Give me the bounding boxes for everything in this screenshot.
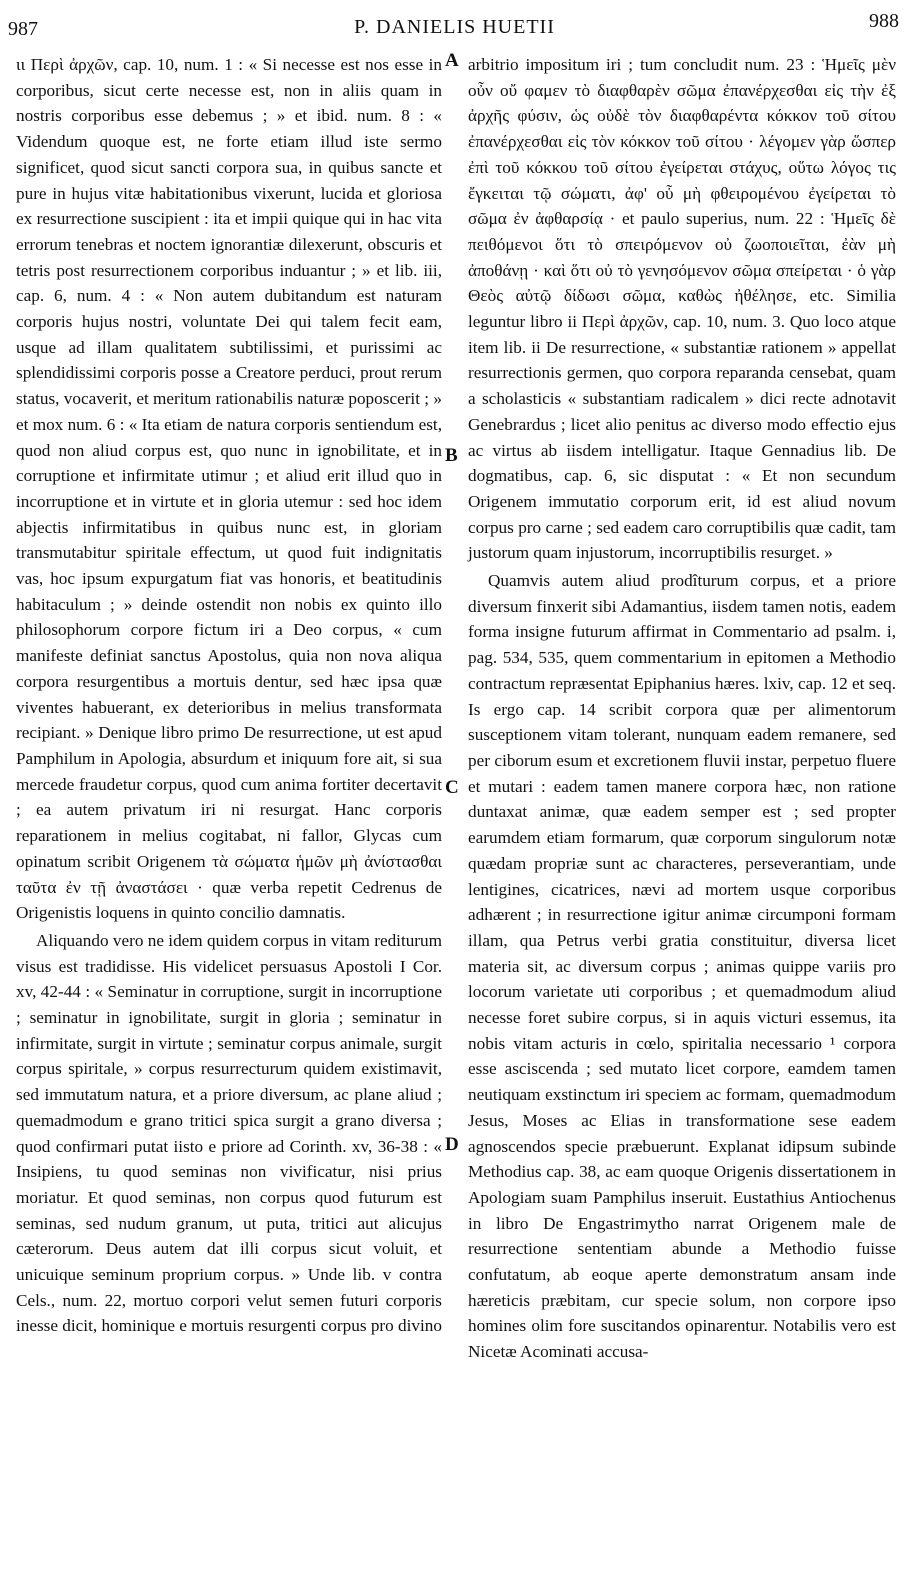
left-paragraph-2: Aliquando vero ne idem quidem corpus in vitam rediturum visus est tradidisse. His videlicet persuasus Apostoli I Cor. xv, 42-44 : « Seminatur in corruptione, surgit in incorruptione ; seminatur in ignobilitate, surgit in gloria ; seminatur in infirmitate, surgit in virtute ; seminatur corpus animale, surgit corpus spiritale, » corpus resurrecturum quidem existimavit, sed immutatum natura, et a priore diversum, ac plane aliud ; quemadmodum e grano tritici spica surgit a grano diversa ; quod confirmari putat iisto e priore ad Corinth. xv, 36-38 : « Insipiens, tu quod seminas non vivificatur, nisi prius moriatur. Et quod seminas, non corpus quod futurum est seminas, sed nudum granum, ut puta, tritici aut alicujus cæterorum. Deus autem dat illi corpus sicut voluit, et unicuique seminum proprium corpus. » Unde lib. v contra Cels., num. 22, mortuo corpori velut semen futuri corporis inesse dicit, hominique e mortuis resurgenti corpus pro divino [16, 930, 442, 1336]
left-paragraph-1: ιι Περὶ ἀρχῶν, cap. 10, num. 1 : « Si necesse est nos esse in corporibus, sicut certe necesse est, non in aliis quam in nostris corporibus esse debemus ; » et ibid. num. 8 : « Videndum quoque est, ne forte etiam illud iste sermo significet, quod sicut sancti corpora sua, in quibus sancte et pure in hujus vitæ habitationibus vixerunt, lucida et gloriosa ex resurrectione suscipient : ita et impii quique qui in hac vita errorum tenebras et noctem ignorantiæ dilexerunt, obscuris et tetris post resurrectionem corporibus induantur ; » et lib. iii, cap. 6, num. 4 : « Non autem dubitandum est naturam corporis hujus nostri, voluntate Dei qui talem fecit eam, usque ad illam qualitatem subtilissimi, et purissimi ac splendidissimi corporis posse a Creatore perduci, prout rerum status, vocaverit, et meritum rationabilis naturæ poposcerit ; » et mox num. 6 : « Ita etiam de natura corporis sentiendum est, quod non aliud corpus est, quo nunc in ignobilitate, et in corruptione et infirmitate utimur ; et aliud erit illud quo in incorruptione et in virtute et in gloria utemur : sed hoc idem abjectis infirmitatibus in quibus nunc est, in gloriam transmutabitur spiritale effectum, ut quod fuit indignitatis vas, hoc ipsum expurgatum fiat vas honoris, et beatitudinis habitaculum ; » deinde ostendit non nobis ex quinto illo philosophorum corpore fictum iri a Deo corpus, « cum manifeste definiat sanctus Apostolus, quia non nova aliqua corpora resurgentibus a mortuis dentur, sed hæc ipsa quæ viventes habuerant, ex deterioribus in melius transformata recipiant. » Denique libro primo De resurrectione, ut est apud Pamphilum in Apologia, absurdum et iniquum fore ait, si sua mercede fraudetur corpus, quod cum anima fortiter decertavit ; ea autem privatum iri ni resurgat. Hanc corporis reparationem in melius cogitabat, ni fallor, Glycas cum opinatum scribit Origenem τὰ σώματα ἡμῶν μὴ ἀνίστασθαι ταῦτα ἐν τῇ ἀναστάσει · quæ verba repetit Cedrenus de Origenistis loquens in quinto concilio damnatis. [16, 55, 442, 923]
left-column [16, 52, 442, 1339]
right-paragraph-2: Quamvis autem aliud prodîturum corpus, et a priore diversum finxerit sibi Adamantius, iisdem tamen notis, eadem forma insigne futurum affirmat in Commentario ad psalm. i, pag. 534, 535, quem commentarium in epitomen a Methodio contractum repræsentat Epiphanius hæres. lxiv, cap. 12 et seq. Is ergo cap. 14 scribit corpora quæ per alimentorum susceptionem vitam tolerant, nunquam eadem remanere, sed per ciborum esum et excretionem fluvii instar, perpetuo fluere et mutari : eadem tamen manere corpora hæc, non ratione duntaxat animæ, quæ eadem semper est ; sed propter earumdem etiam formarum, quæ corporum singulorum notæ quædam propriæ sunt ac characteres, perseverantiam, unde lentigines, cicatrices, nævi ad mortem usque corporibus adhærent ; in resurrectione igitur animæ circumponi formam illam, qua Petrus verbi gratia constituitur, diversa licet materia sit, ac diversum corpus ; animas quippe variis pro locorum varietate uti corporibus ; et quemadmodum aliud necesse foret subire corpus, si in aquis victuri essemus, ita nobis vitam acturis in cœlo, spiritalia necessario ¹ corpora esse asciscenda ; sed mutato licet corpore, eamdem tamen neutiquam exstinctum iri speciem ac formam, quemadmodum Jesus, Moses ac Elias in transformatione sese eadem agnoscendos specie præbuerunt. Explanat idipsum subinde Methodius cap. 38, ac eam quoque Origenis dissertationem in Apologiam suam Pamphilus inseruit. Eustathius Antiochenus in libro De Engastrimytho narrat Origenem male de resurrectione sententiam abunde a Methodio fuisse confutatum, ab eoque aperte demonstratum ansam inde hæreticis præbitam, cur specie solum, non corpore ipso homines olim fore suscitandos opinarentur. Notabilis vero est Nicetæ Acominati accusa- [468, 571, 896, 1362]
margin-marker-b: B [445, 445, 458, 466]
page-number-left: 987 [8, 18, 38, 40]
right-column [468, 52, 896, 1365]
running-title: P. DANIELIS HUETII [354, 16, 555, 38]
margin-marker-a: A [445, 50, 459, 71]
page-header [0, 0, 909, 44]
margin-marker-c: C [445, 777, 459, 798]
margin-marker-d: D [445, 1134, 459, 1155]
page-number-right: 988 [869, 10, 899, 32]
right-paragraph-1: arbitrio impositum iri ; tum concludit num. 23 : Ἡμεῖς μὲν οὖν οὔ φαμεν τὸ διαφθαρὲν σῶμα ἐπανέρχεσθαι εἰς τὴν ἐξ ἀρχῆς φύσιν, ὡς οὐδὲ τὸν διαφθαρέντα κόκκον τοῦ σίτου ἐπανέρχεσθαι εἰς τὸν κόκκον τοῦ σίτου · λέγομεν γὰρ ὥσπερ ἐπὶ τοῦ κόκκου τοῦ σίτου ἐγείρεται στάχυς, οὕτω λόγος τις ἔγκειται τῷ σώματι, ἀφ' οὗ μὴ φθειρομένου ἐγείρεται τὸ σῶμα ἐν ἀφθαρσίᾳ · et paulo superius, num. 22 : Ἡμεῖς δὲ πειθόμενοι ὅτι τὸ σπειρόμενον οὐ ζωοποιεῖται, ἐὰν μὴ ἀποθάνῃ · καὶ ὅτι οὐ τὸ γενησόμενον σῶμα σπείρεται · ὁ γὰρ Θεὸς αὐτῷ δίδωσι σῶμα, καθὼς ἠθέλησε, etc. Similia leguntur libro ii Περὶ ἀρχῶν, cap. 10, num. 3. Quo loco atque item lib. ii De resurrectione, « substantiæ rationem » appellat resurrectionis germen, quo corpora reparanda censebat, quam a scholasticis « substantiam radicalem » dici recte adnotavit Genebrardus ; licet alio penitus ac diverso modo effectio ejus ac virtus ab iisdem intelligatur. Itaque Gennadius lib. De dogmatibus, cap. 6, sic disputat : « Et non secundum Origenem immutatio corporum erit, id est aliud novum corpus pro carne ; sed eadem caro corruptibilis quæ cadit, tam justorum quam injustorum, incorruptibilis resurget. » [468, 55, 896, 563]
